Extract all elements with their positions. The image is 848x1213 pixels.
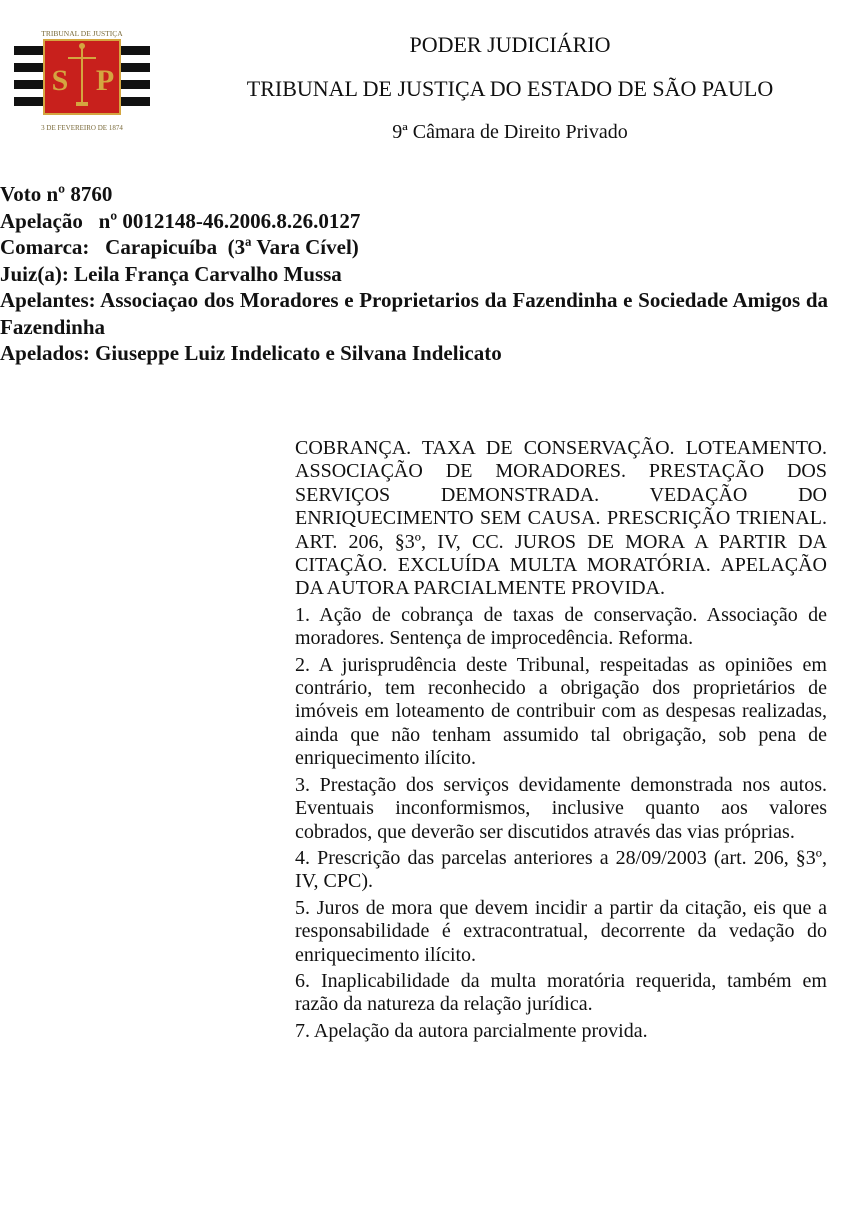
apelantes: Apelantes: Associaçao dos Moradores e Proprietarios da Fazendinha e Sociedade Amigos da Fazendinha — [0, 288, 828, 339]
seal-letter-right: P — [95, 64, 115, 97]
case-metadata — [0, 181, 828, 367]
header-court-name: TRIBUNAL DE JUSTIÇA DO ESTADO DE SÃO PAULO — [246, 76, 774, 101]
ementa-item: 2. A jurisprudência deste Tribunal, respeitadas as opiniões em contrário, tem reconhecido a obrigação dos proprietários de imóveis em loteamento de contribuir com as despesas realizadas, ainda que não tenham assumido tal obrigação, sob pena de enriquecimento ilícito. — [295, 653, 827, 770]
seal-bottom-text: 3 DE FEVEREIRO DE 1874 — [41, 124, 123, 132]
document-header — [180, 30, 840, 145]
court-seal-logo — [8, 26, 156, 138]
ementa-item: 4. Prescrição das parcelas anteriores a 28/09/2003 (art. 206, §3º, IV, CPC). — [295, 846, 827, 893]
ementa-block — [295, 437, 827, 1043]
ementa-item: 3. Prestação dos serviços devidamente demonstrada nos autos. Eventuais inconformismos, inclusive quanto aos valores cobrados, que deverão ser discutidos através das vias próprias. — [295, 773, 827, 843]
seal-letter-left: S — [51, 64, 69, 97]
header-chamber: 9ª Câmara de Direito Privado — [392, 121, 628, 143]
voto-number: Voto nº 8760 — [0, 182, 113, 206]
ementa-item: 7. Apelação da autora parcialmente provida. — [295, 1019, 648, 1042]
apelacao-number: Apelação nº 0012148-46.2006.8.26.0127 — [0, 208, 361, 233]
court-seal-icon — [8, 26, 156, 138]
juiz: Juiz(a): Leila França Carvalho Mussa — [0, 261, 342, 286]
ementa-item: 5. Juros de mora que devem incidir a partir da citação, eis que a responsabilidade é extracontratual, decorrente da vedação do enriquecimento ilícito. — [295, 896, 827, 966]
ementa-item: 6. Inaplicabilidade da multa moratória requerida, também em razão da natureza da relação jurídica. — [295, 969, 827, 1016]
ementa-heading: COBRANÇA. TAXA DE CONSERVAÇÃO. LOTEAMENTO. ASSOCIAÇÃO DE MORADORES. PRESTAÇÃO DOS SERVIÇOS DEMONSTRADA. VEDAÇÃO DO ENRIQUECIMENTO SEM CAUSA. PRESCRIÇÃO TRIENAL. ART. 206, §3º, IV, CC. JUROS DE MORA A PARTIR DA CITAÇÃO. EXCLUÍDA MULTA MORATÓRIA. APELAÇÃO DA AUTORA PARCIALMENTE PROVIDA. — [295, 437, 827, 600]
comarca: Comarca: Carapicuíba (3ª Vara Cível) — [0, 235, 359, 259]
seal-top-text: TRIBUNAL DE JUSTIÇA — [41, 29, 123, 38]
ementa-item: 1. Ação de cobrança de taxas de conservação. Associação de moradores. Sentença de improcedência. Reforma. — [295, 603, 827, 650]
header-judiciary: PODER JUDICIÁRIO — [409, 32, 611, 57]
apelados: Apelados: Giuseppe Luiz Indelicato e Silvana Indelicato — [0, 341, 502, 365]
